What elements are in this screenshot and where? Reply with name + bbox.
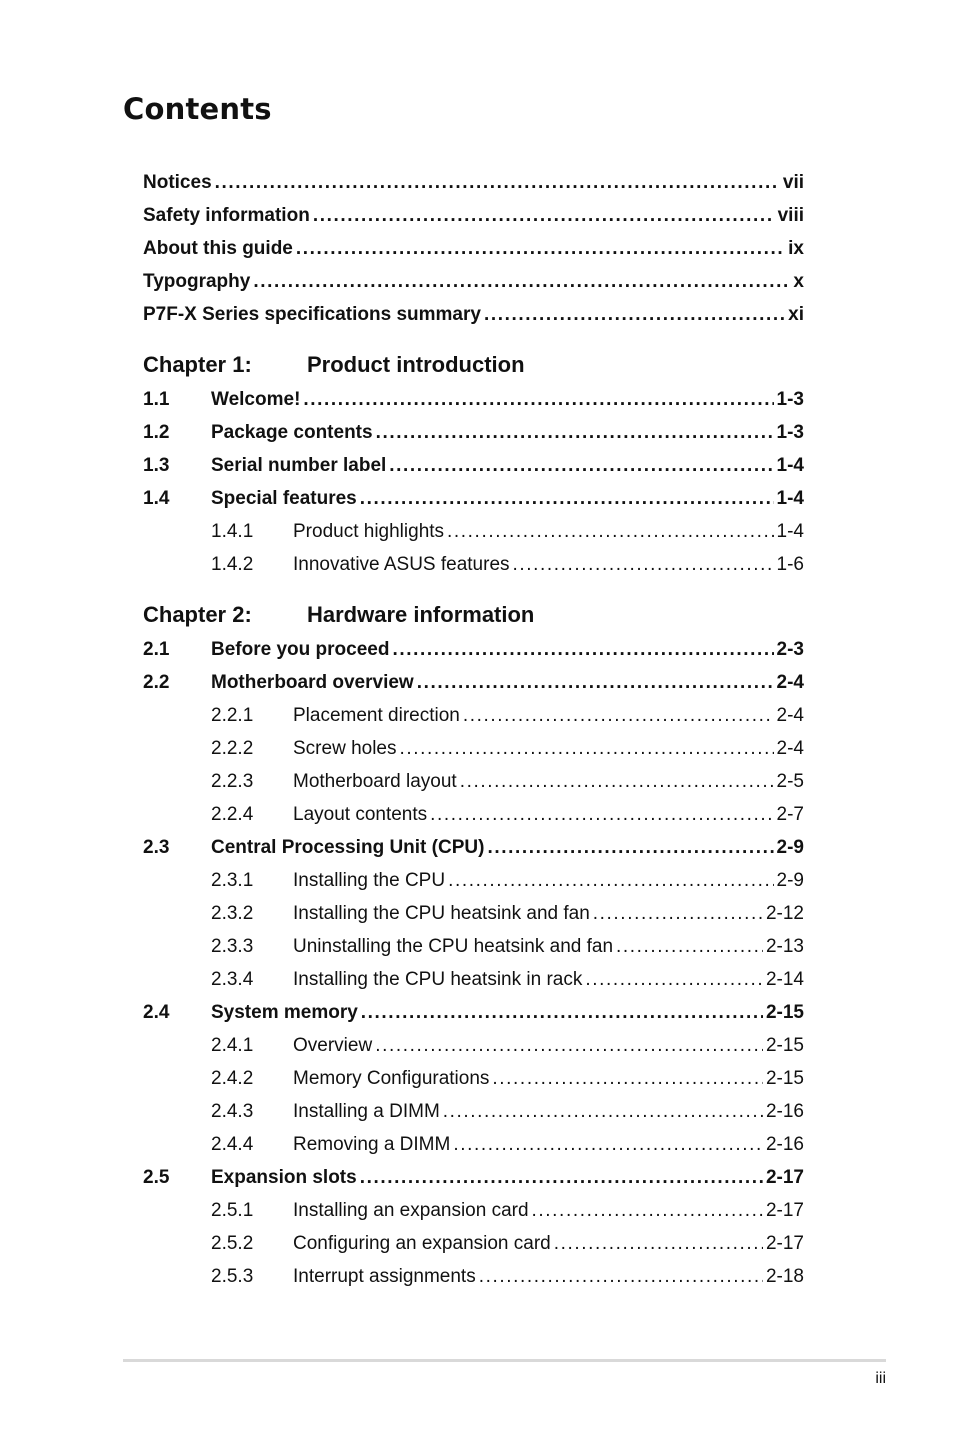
toc-entry[interactable]	[143, 548, 804, 581]
dot-leader	[392, 633, 773, 666]
toc-entry[interactable]	[143, 930, 804, 963]
toc-entry-title: Innovative ASUS features	[293, 554, 510, 575]
toc-entry-number: 1.2	[143, 422, 170, 443]
dot-leader	[400, 732, 774, 765]
toc-entry[interactable]	[143, 298, 804, 331]
toc-entry-number: 2.4.3	[211, 1101, 254, 1122]
dot-leader	[585, 963, 763, 996]
toc-entry-number: 2.4.1	[211, 1035, 254, 1056]
toc-entry-title: Screw holes	[293, 738, 397, 759]
dot-leader	[443, 1095, 763, 1128]
toc-entry[interactable]	[143, 515, 804, 548]
toc-entry-title: Layout contents	[293, 804, 428, 825]
toc-entry-title: Installing the CPU heatsink and fan	[293, 903, 590, 924]
toc-entry[interactable]	[143, 963, 804, 996]
toc-entry-page: 2-18	[765, 1266, 804, 1287]
dot-leader	[593, 897, 763, 930]
toc-entry[interactable]	[143, 765, 804, 798]
toc-entry-number: 1.3	[143, 455, 170, 476]
toc-entry[interactable]	[143, 1194, 804, 1227]
toc-entry-page: 1-6	[776, 554, 804, 575]
toc-entry-number: 2.2.3	[211, 771, 254, 792]
toc-entry[interactable]	[143, 633, 804, 666]
toc-entry-number: 2.2.1	[211, 705, 254, 726]
toc-entry[interactable]	[143, 1029, 804, 1062]
toc-entry-title: Safety information	[143, 205, 310, 226]
toc-entry-title: Expansion slots	[211, 1167, 357, 1188]
toc-entry-page: 2-12	[765, 903, 804, 924]
toc-entry-title: Typography	[143, 271, 251, 292]
dot-leader	[361, 996, 763, 1029]
dot-leader	[313, 199, 775, 232]
toc-entry-number: 1.4.1	[211, 521, 254, 542]
dot-leader	[616, 930, 763, 963]
toc-entry-page: 2-4	[776, 705, 804, 726]
dot-leader	[532, 1194, 763, 1227]
toc-entry[interactable]	[143, 1128, 804, 1161]
toc-entry[interactable]	[143, 732, 804, 765]
toc-entry-title: Installing an expansion card	[293, 1200, 529, 1221]
toc-entry-number: 2.2	[143, 672, 170, 693]
toc-entry-title: Configuring an expansion card	[293, 1233, 551, 1254]
page-title: Contents	[123, 92, 272, 126]
toc-entry-page: 2-14	[765, 969, 804, 990]
toc-entry-page: 2-7	[776, 804, 804, 825]
toc-entry-title: Before you proceed	[211, 639, 390, 660]
toc-entry-page: 2-17	[765, 1200, 804, 1221]
toc-entry[interactable]	[143, 416, 804, 449]
toc-entry-page: xi	[788, 304, 804, 325]
toc-entry-page: x	[793, 271, 804, 292]
toc-entry[interactable]	[143, 1260, 804, 1293]
toc-entry[interactable]	[143, 166, 804, 199]
front-matter-list	[143, 166, 804, 331]
toc-entry-title: Package contents	[211, 422, 373, 443]
toc-entry-number: 1.4	[143, 488, 170, 509]
toc-entry-page: 2-9	[776, 837, 804, 858]
toc-entry-page: 2-15	[765, 1002, 804, 1023]
toc-entry-title: Memory Configurations	[293, 1068, 490, 1089]
toc-entry[interactable]	[143, 864, 804, 897]
toc-entry-page: 2-15	[765, 1068, 804, 1089]
toc-entry-number: 2.3.1	[211, 870, 254, 891]
chapter-name: Hardware information	[307, 602, 535, 627]
dot-leader	[463, 699, 774, 732]
toc-entry-title: Installing a DIMM	[293, 1101, 440, 1122]
toc-entry-page: 1-4	[776, 488, 804, 509]
toc-entry-title: Central Processing Unit (CPU)	[211, 837, 485, 858]
toc-entry[interactable]	[143, 449, 804, 482]
dot-leader	[360, 482, 774, 515]
toc-entry-page: 2-17	[765, 1233, 804, 1254]
dot-leader	[215, 166, 780, 199]
toc-entry-title: Motherboard layout	[293, 771, 457, 792]
toc-entry-number: 2.1	[143, 639, 170, 660]
toc-entry-page: 2-15	[765, 1035, 804, 1056]
toc-entry-number: 2.5.1	[211, 1200, 254, 1221]
dot-leader	[448, 864, 773, 897]
dot-leader	[513, 548, 774, 581]
toc-entry-title: Product highlights	[293, 521, 445, 542]
toc-entry-number: 2.3	[143, 837, 170, 858]
dot-leader	[296, 232, 785, 265]
toc-entry-number: 2.3.3	[211, 936, 254, 957]
toc-entry-page: 2-3	[776, 639, 804, 660]
toc-entry-title: Motherboard overview	[211, 672, 414, 693]
dot-leader	[484, 298, 785, 331]
toc-entry-title: Removing a DIMM	[293, 1134, 451, 1155]
toc-entry-number: 2.5.3	[211, 1266, 254, 1287]
toc-entry-page: 1-3	[776, 422, 804, 443]
dot-leader	[376, 416, 774, 449]
dot-leader	[375, 1029, 763, 1062]
dot-leader	[554, 1227, 763, 1260]
dot-leader	[430, 798, 773, 831]
toc-entry-number: 2.3.2	[211, 903, 254, 924]
toc-entry-title: Installing the CPU heatsink in rack	[293, 969, 583, 990]
toc-entry[interactable]	[143, 265, 804, 298]
toc-entry-number: 2.2.2	[211, 738, 254, 759]
dot-leader	[360, 1161, 763, 1194]
dot-leader	[479, 1260, 763, 1293]
toc-entry[interactable]	[143, 897, 804, 930]
toc-entry-number: 2.4.4	[211, 1134, 254, 1155]
toc-entry-title: Placement direction	[293, 705, 460, 726]
toc-entry-title: Welcome!	[211, 389, 301, 410]
toc-entry[interactable]	[143, 1161, 804, 1194]
dot-leader	[447, 515, 773, 548]
toc-entry-title: Uninstalling the CPU heatsink and fan	[293, 936, 614, 957]
toc-entry-title: Overview	[293, 1035, 373, 1056]
dot-leader	[487, 831, 773, 864]
toc-entry[interactable]	[143, 666, 804, 699]
toc-entry[interactable]	[143, 1062, 804, 1095]
page-number: iii	[875, 1370, 886, 1387]
toc-entry-page: 2-9	[776, 870, 804, 891]
toc-entry[interactable]	[143, 699, 804, 732]
toc-entry-title: System memory	[211, 1002, 358, 1023]
toc-entry-title: Interrupt assignments	[293, 1266, 476, 1287]
toc-entry-number: 2.5	[143, 1167, 170, 1188]
chapter-label: Chapter 1:	[143, 352, 252, 377]
footer-divider	[123, 1359, 886, 1362]
toc-entry[interactable]	[143, 199, 804, 232]
toc-entry[interactable]	[143, 798, 804, 831]
toc-entry-page: 2-4	[776, 738, 804, 759]
toc-entry-title: P7F-X Series specifications summary	[143, 304, 481, 325]
toc-entry-page: vii	[782, 172, 804, 193]
toc-entry-number: 1.1	[143, 389, 170, 410]
dot-leader	[303, 383, 773, 416]
chapter-list	[143, 347, 804, 1293]
toc-entry[interactable]	[143, 232, 804, 265]
toc-entry[interactable]	[143, 482, 804, 515]
dot-leader	[453, 1128, 763, 1161]
dot-leader	[417, 666, 774, 699]
dot-leader	[389, 449, 773, 482]
dot-leader	[492, 1062, 763, 1095]
toc-entry[interactable]	[143, 383, 804, 416]
table-of-contents	[143, 166, 804, 1293]
chapter-name: Product introduction	[307, 352, 525, 377]
toc-entry-title: Special features	[211, 488, 357, 509]
toc-entry-page: 2-4	[776, 672, 804, 693]
chapter-label: Chapter 2:	[143, 602, 252, 627]
toc-entry-page: 2-5	[776, 771, 804, 792]
toc-entry[interactable]	[143, 996, 804, 1029]
toc-entry-page: 2-16	[765, 1101, 804, 1122]
toc-entry[interactable]	[143, 1095, 804, 1128]
toc-entry-page: 1-4	[776, 521, 804, 542]
toc-entry-number: 2.2.4	[211, 804, 254, 825]
chapter-heading	[143, 347, 804, 383]
toc-entry-title: Serial number label	[211, 455, 387, 476]
toc-entry-number: 2.4.2	[211, 1068, 254, 1089]
toc-entry-page: ix	[788, 238, 804, 259]
chapter-heading	[143, 597, 804, 633]
toc-entry-title: Installing the CPU	[293, 870, 446, 891]
toc-entry-number: 2.5.2	[211, 1233, 254, 1254]
toc-entry-number: 2.3.4	[211, 969, 254, 990]
toc-entry-page: 2-16	[765, 1134, 804, 1155]
toc-entry-page: 2-17	[765, 1167, 804, 1188]
toc-entry-title: About this guide	[143, 238, 293, 259]
toc-entry[interactable]	[143, 831, 804, 864]
toc-entry-title: Notices	[143, 172, 212, 193]
toc-entry[interactable]	[143, 1227, 804, 1260]
toc-entry-page: 2-13	[765, 936, 804, 957]
toc-entry-page: 1-3	[776, 389, 804, 410]
toc-entry-number: 2.4	[143, 1002, 170, 1023]
dot-leader	[460, 765, 774, 798]
toc-entry-page: 1-4	[776, 455, 804, 476]
toc-entry-page: viii	[777, 205, 804, 226]
toc-entry-number: 1.4.2	[211, 554, 254, 575]
dot-leader	[253, 265, 790, 298]
